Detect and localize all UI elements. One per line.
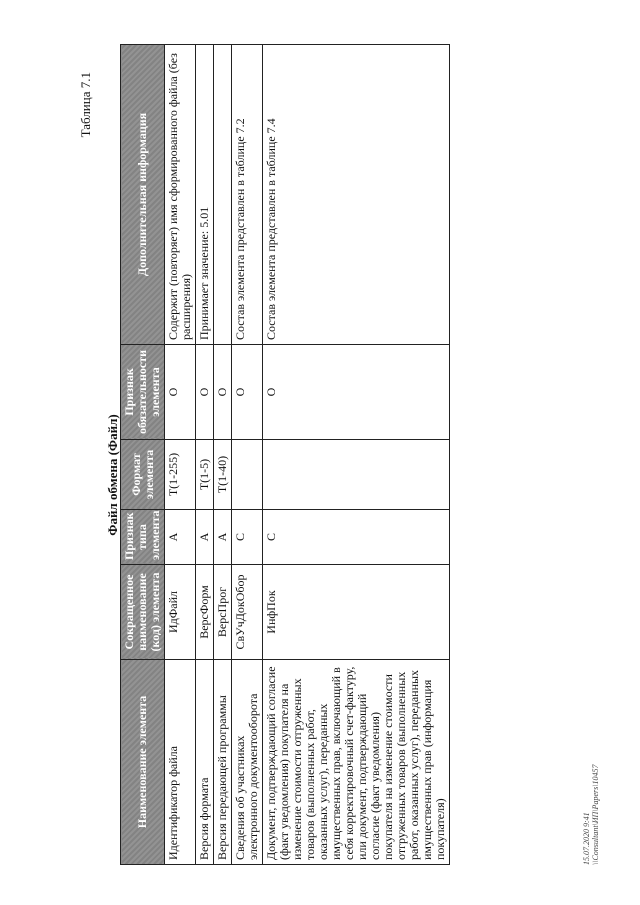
cell-type: С [232, 510, 263, 565]
cell-info [214, 45, 232, 345]
cell-type: С [263, 510, 450, 565]
table-row [232, 45, 263, 865]
table-title: Файл обмена (Файл) [105, 414, 120, 536]
cell-name: Идентификатор файла [165, 660, 196, 865]
file-exchange-table [120, 44, 450, 865]
footer-path: \\Consultant\ИП\Papers\10457 [591, 764, 600, 865]
cell-info: Состав элемента представлен в таблице 7.2 [232, 45, 263, 345]
table-row [196, 45, 214, 865]
cell-required: О [232, 345, 263, 440]
cell-required: О [165, 345, 196, 440]
cell-code: ИдФайл [165, 565, 196, 660]
cell-name: Сведения об участниках электронного документооборота [232, 660, 263, 865]
header-additional-info: Дополнительная информация [121, 45, 165, 345]
header-element-code: Сокращенное наименование (код) элемента [121, 565, 165, 660]
table-number-label: Таблица 7.1 [78, 72, 93, 138]
cell-info: Содержит (повторяет) имя сформированного файла (без расширения) [165, 45, 196, 345]
cell-code: СвУчДокОбор [232, 565, 263, 660]
cell-info: Принимает значение: 5.01 [196, 45, 214, 345]
cell-format: T(1-40) [214, 440, 232, 510]
cell-info: Состав элемента представлен в таблице 7.4 [263, 45, 450, 345]
cell-format [232, 440, 263, 510]
cell-code: ИнфПок [263, 565, 450, 660]
print-footer [582, 765, 600, 865]
header-element-name: Наименование элемента [121, 660, 165, 865]
header-row [121, 45, 165, 865]
table-row [214, 45, 232, 865]
cell-required: О [214, 345, 232, 440]
header-element-required: Признак обязательности элемента [121, 345, 165, 440]
cell-name: Документ, подтверждающий согласие (факт уведомления) покупателя на изменение стоимости отгруженных товаров (выполненных работ, оказанных услуг), переданных имущественных прав, включающий в себя корректировочный счет-фактуру, или документ, подтверждающий согласие (факт уведомления) покупателя на изменение стоимости отгруженных товаров (выполненных работ, оказанных услуг), переданных имущественных прав (информация покупателя) [263, 660, 450, 865]
footer-timestamp: 15.07.2020 9:41 [582, 812, 591, 865]
cell-format: T(1-255) [165, 440, 196, 510]
cell-name: Версия формата [196, 660, 214, 865]
cell-name: Версия передающей программы [214, 660, 232, 865]
cell-format [263, 440, 450, 510]
header-element-format: Формат элемента [121, 440, 165, 510]
header-element-type: Признак типа элемента [121, 510, 165, 565]
cell-code: ВерсФорм [196, 565, 214, 660]
cell-required: О [196, 345, 214, 440]
cell-code: ВерсПрог [214, 565, 232, 660]
cell-type: А [214, 510, 232, 565]
table-row [263, 45, 450, 865]
cell-format: T(1-5) [196, 440, 214, 510]
table-row [165, 45, 196, 865]
cell-required: О [263, 345, 450, 440]
cell-type: А [165, 510, 196, 565]
cell-type: А [196, 510, 214, 565]
